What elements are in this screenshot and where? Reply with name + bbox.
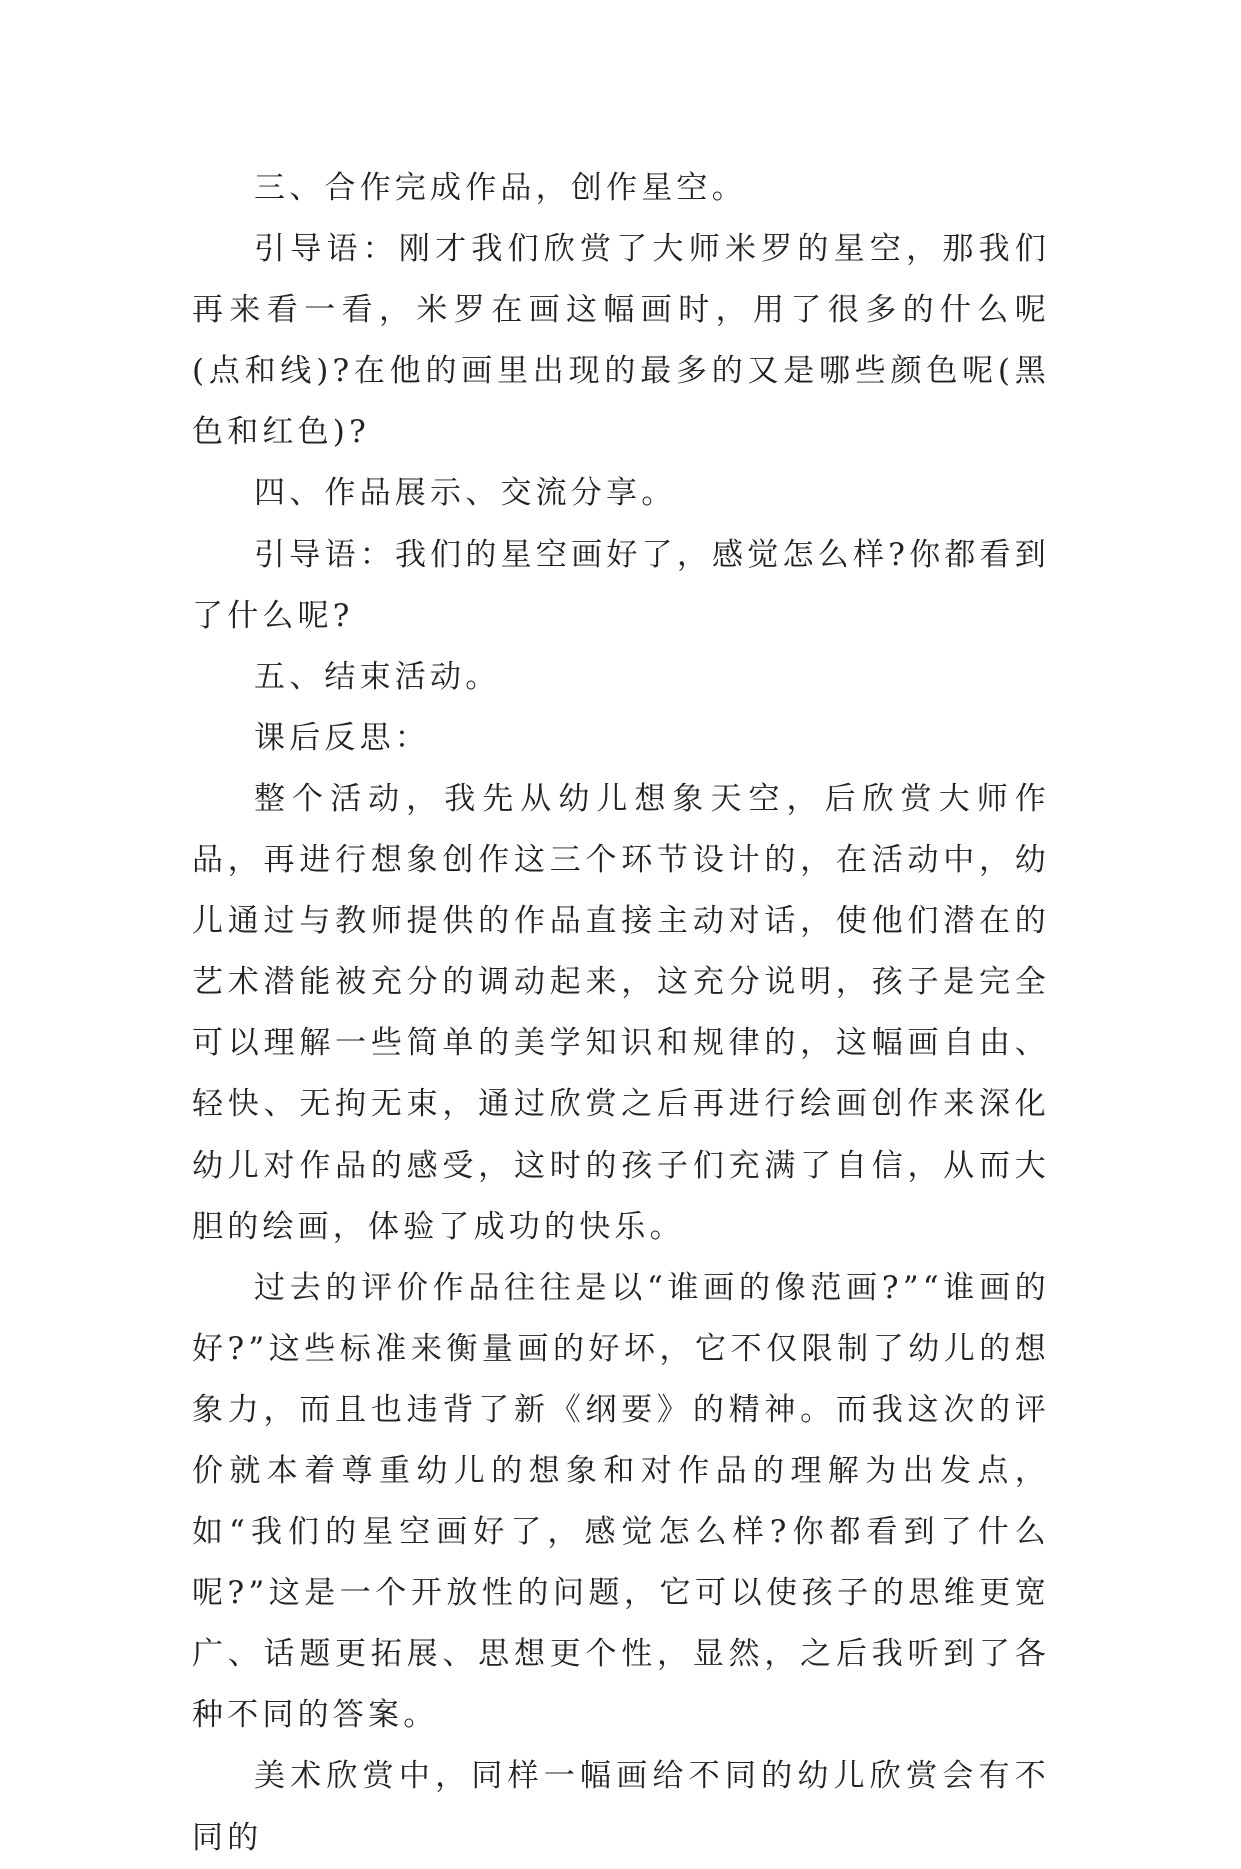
section-heading-5: 五、结束活动。 [254, 658, 501, 695]
guide-paragraph-1: 引导语：刚才我们欣赏了大师米罗的星空，那我们再来看一看，米罗在画这幅画时，用了很多的什么呢(点和线)?在他的画里出现的最多的又是哪些颜色呢(黑色和红色)? [192, 231, 1050, 451]
guide-paragraph-2: 引导语：我们的星空画好了，感觉怎么样?你都看到了什么呢? [192, 536, 1050, 634]
reflection-paragraph-1: 整个活动，我先从幼儿想象天空，后欣赏大师作品，再进行想象创作这三个环节设计的，在活动中，幼儿通过与教师提供的作品直接主动对话，使他们潜在的艺术潜能被充分的调动起来，这充分说明，孩子是完全可以理解一些简单的美学知识和规律的，这幅画自由、轻快、无拘无束，通过欣赏之后再进行绘画创作来深化幼儿对作品的感受，这时的孩子们充满了自信，从而大胆的绘画，体验了成功的快乐。 [192, 780, 1050, 1245]
reflection-heading: 课后反思： [254, 719, 430, 756]
section-heading-4: 四、作品展示、交流分享。 [254, 475, 677, 512]
reflection-paragraph-2: 过去的评价作品往往是以“谁画的像范画?”“谁画的好?”这些标准来衡量画的好坏，它不仅限制了幼儿的想象力，而且也违背了新《纲要》的精神。而我这次的评价就本着尊重幼儿的想象和对作品的理解为出发点，如“我们的星空画好了，感觉怎么样?你都看到了什么呢?”这是一个开放性的问题，它可以使孩子的思维更宽广、话题更拓展、思想更个性，显然，之后我听到了各种不同的答案。 [192, 1269, 1050, 1734]
section-heading-3: 三、合作完成作品，创作星空。 [254, 170, 747, 206]
reflection-paragraph-3: 美术欣赏中，同样一幅画给不同的幼儿欣赏会有不同的 [192, 1758, 1050, 1856]
document-body [192, 158, 1050, 1869]
